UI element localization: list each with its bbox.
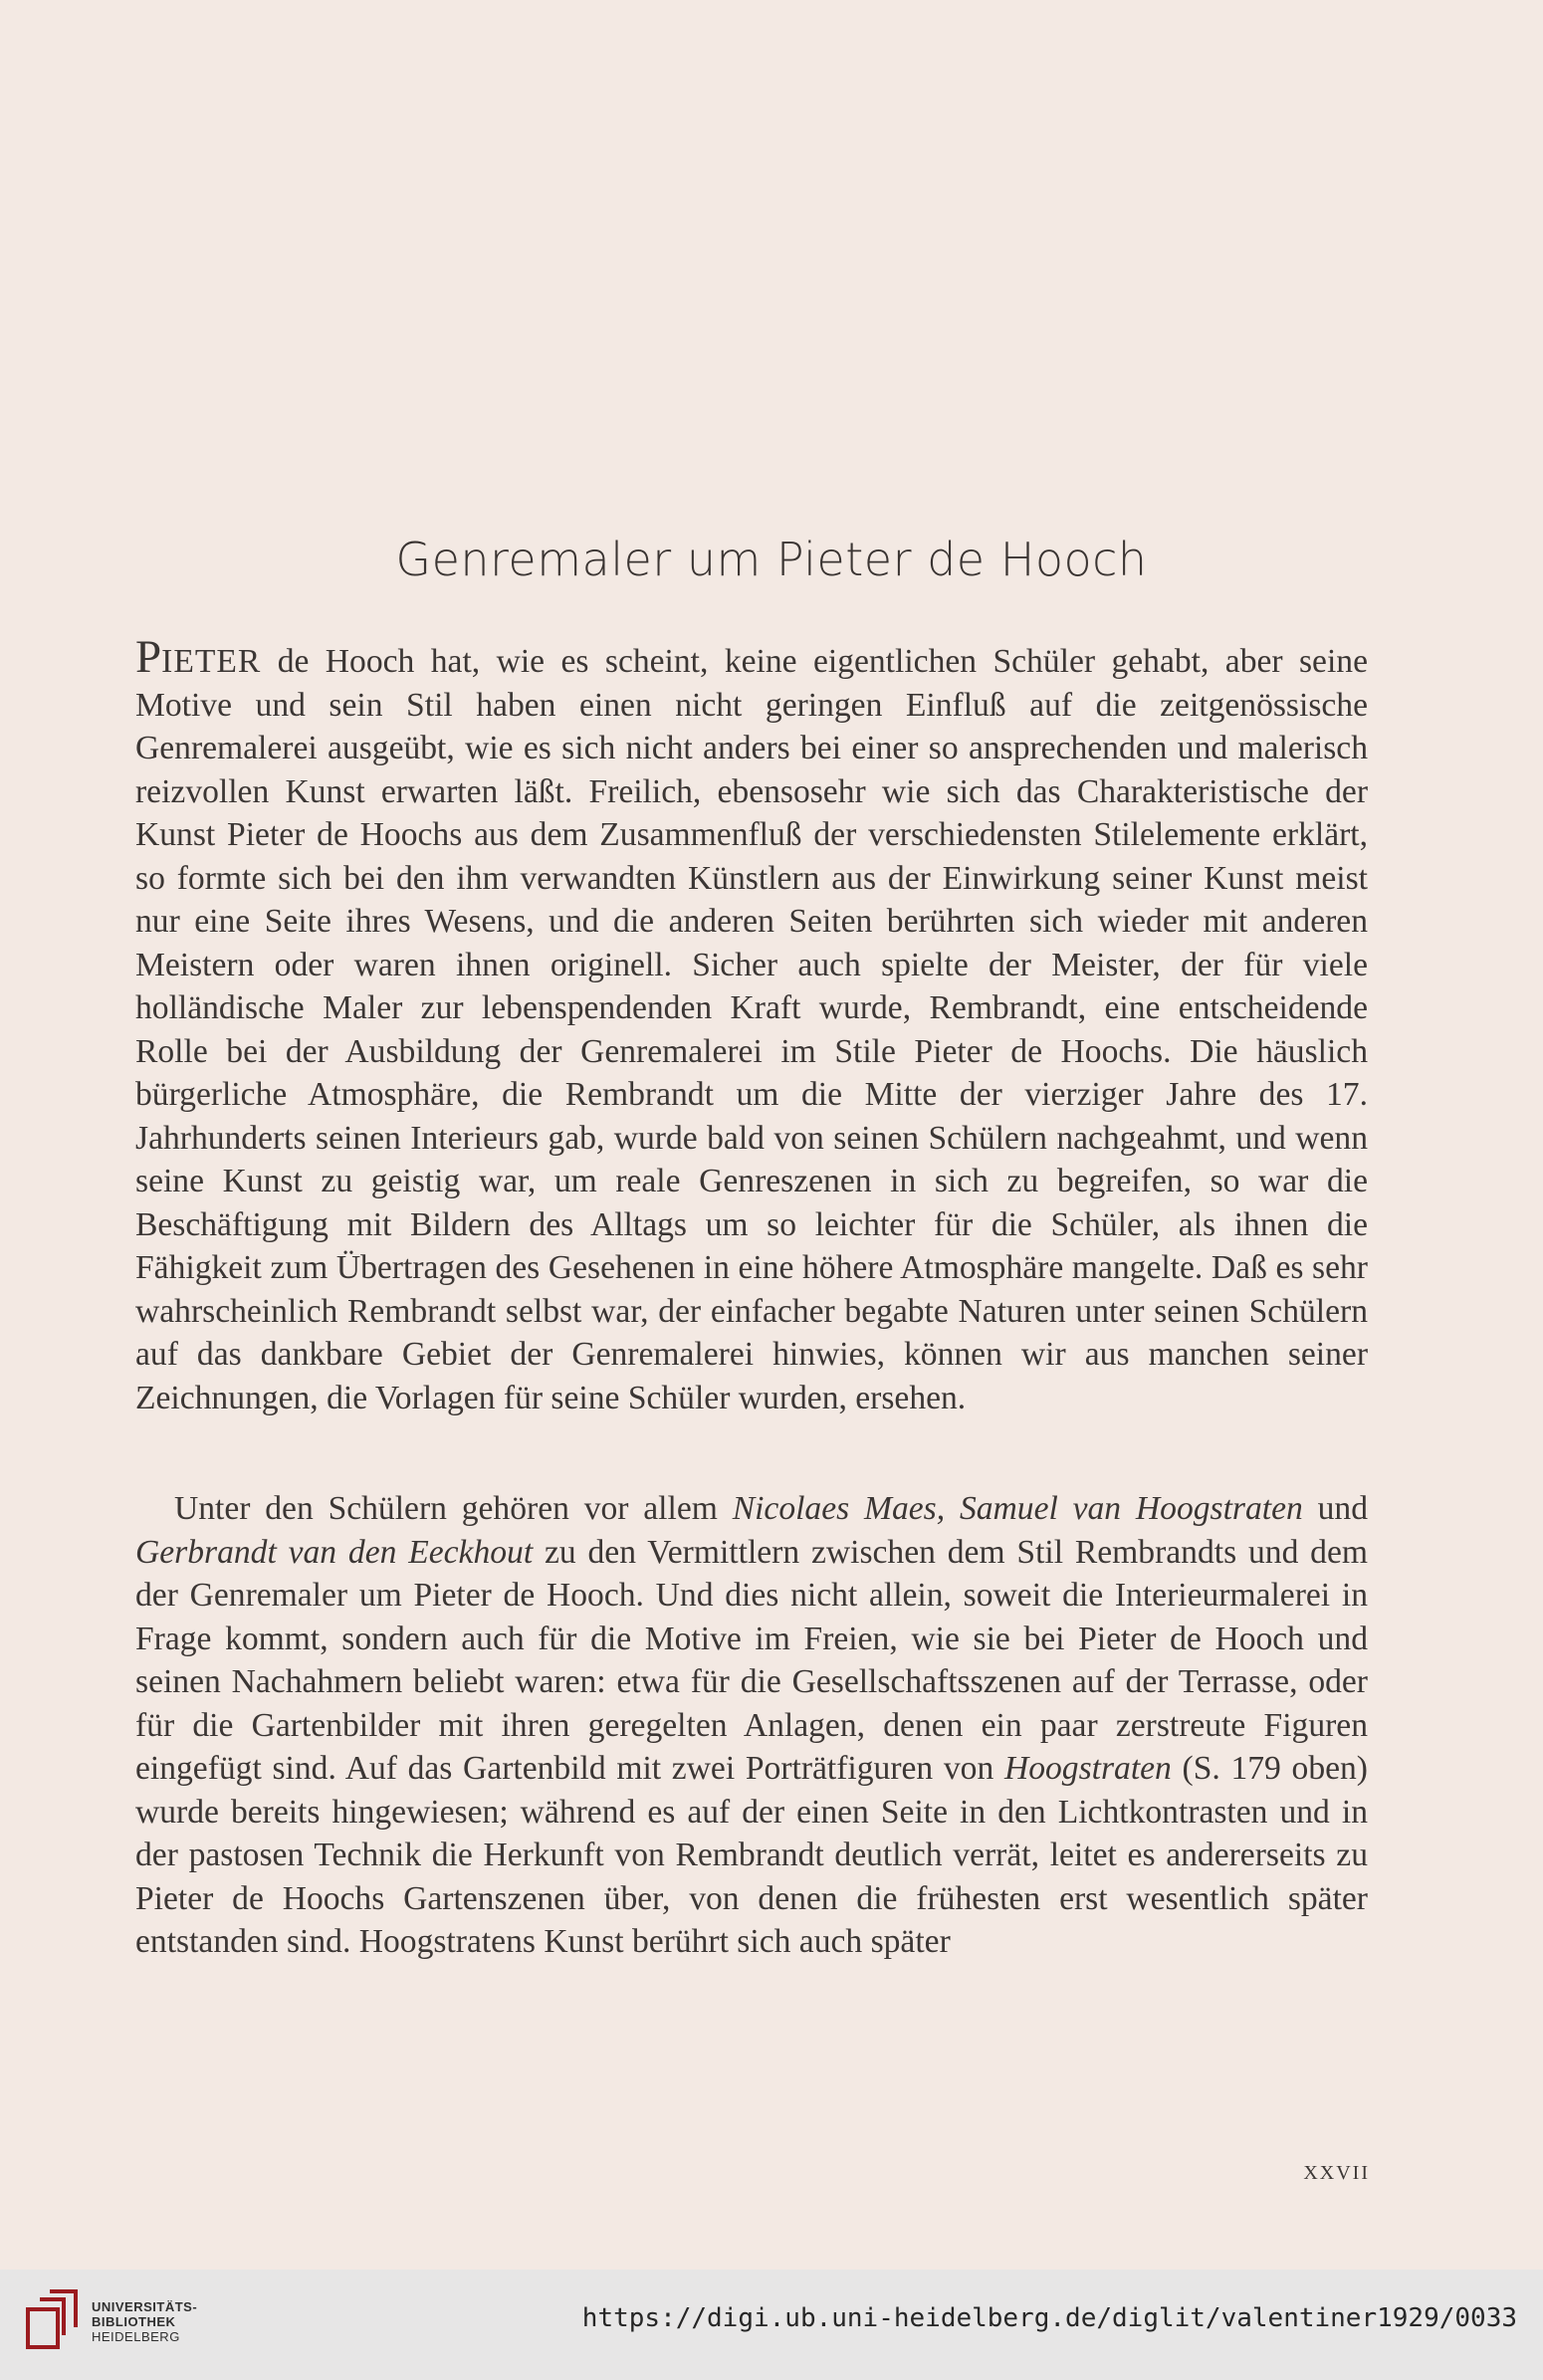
p2-text-2: und [1302,1490,1368,1527]
small-caps-word: IETER [161,643,262,680]
paragraph-1-text: de Hooch hat, wie es scheint, keine eigentlichen Schüler gehabt, aber seine Motive und sein Stil haben einen nicht geringen Einfluß auf die zeitgenössische Genremalerei ausgeübt, wie es sich nicht anders bei einer so ansprechenden und malerisch reizvollen Kunst erwarten läßt. Freilich, ebensosehr wie sich das Charakteristische der Kunst Pieter de Hoochs aus dem Zusammenfluß der verschiedensten Stilelemente erklärt, so formte sich bei den ihm verwandten Künstlern aus der Einwirkung seiner Kunst meist nur eine Seite ihres Wesens, und die anderen Seiten berührten sich wieder mit anderen Meistern oder waren ihnen originell. Sicher auch spielte der Meister, der für viele holländische Maler zur lebenspendenden Kraft wurde, Rembrandt, eine entscheidende Rolle bei der Ausbildung der Genremalerei im Stile Pieter de Hoochs. Die häuslich bürgerliche Atmosphäre, die Rembrandt um die Mitte der vierziger Jahre des 17. Jahrhunderts seinen Interieurs gab, wurde bald von seinen Schülern nachgeahmt, und wenn seine Kunst zu geistig war, um reale Genreszenen in sich zu begreifen, so war die Beschäftigung mit Bildern des Alltags um so leichter für die Schüler, als ihnen die Fähigkeit zum Übertragen des Gesehenen in eine höhere Atmosphäre mangelte. Daß es sehr wahrscheinlich Rembrandt selbst war, der einfacher begabte Naturen unter seinen Schülern auf das dankbare Gebiet der Genremalerei hinwies, können wir aus manchen seiner Zeichnungen, die Vorlagen für seine Schüler wurden, ersehen. [135,643,1368,1416]
library-logo-icon [20,2287,90,2357]
p2-text-1: Unter den Schülern gehören vor allem [174,1490,733,1527]
paragraph-1 [135,631,1368,1419]
p2-text-3: zu den Vermittlern zwischen dem Stil Rembrandts und dem der Genremaler um Pieter de Hooch. Und dies nicht allein, soweit die Interieurmalerei in Frage kommt, sondern auch für die Motive im Freien, wie sie bei Pieter de Hooch und seinen Nachahmern beliebt waren: etwa für die Gesellschaftsszenen auf der Terrasse, oder für die Gartenbilder mit ihren geregelten Anlagen, denen ein paar zerstreute Figuren eingefügt sind. Auf das Gartenbild mit zwei Porträtfiguren von [135,1533,1368,1787]
page-number: XXVII [1303,2162,1370,2184]
chapter-title: Genremaler um Pieter de Hooch [395,533,1148,586]
p2-text-4: (S. 179 oben) wurde bereits hingewiesen; während es auf der einen Seite in den Lichtkontrasten und in der pastosen Technik die Herkunft von Rembrandt deutlich verrät, leitet es andererseits zu Pieter de Hoochs Gartenszenen über, von denen die frühesten erst wesentlich später entstanden sind. Hoogstratens Kunst berührt sich auch später [135,1750,1368,1960]
footer-bar [0,2270,1543,2380]
library-name [92,2299,197,2344]
p2-names-1: Nicolaes Maes, Samuel van Hoogstraten [732,1490,1303,1527]
library-name-line-1: UNIVERSITÄTS- [92,2299,198,2314]
p2-names-3: Hoogstraten [1003,1750,1172,1787]
p2-names-2: Gerbrandt van den Eeckhout [135,1533,534,1571]
paragraph-2 [135,1487,1368,1964]
library-name-line-2: BIBLIOTHEK [92,2314,176,2329]
library-name-line-3: HEIDELBERG [92,2329,180,2344]
source-url-link[interactable]: https://digi.ub.uni-heidelberg.de/diglit/valentiner1929/0033 [581,2303,1517,2333]
drop-cap: P [135,631,162,683]
